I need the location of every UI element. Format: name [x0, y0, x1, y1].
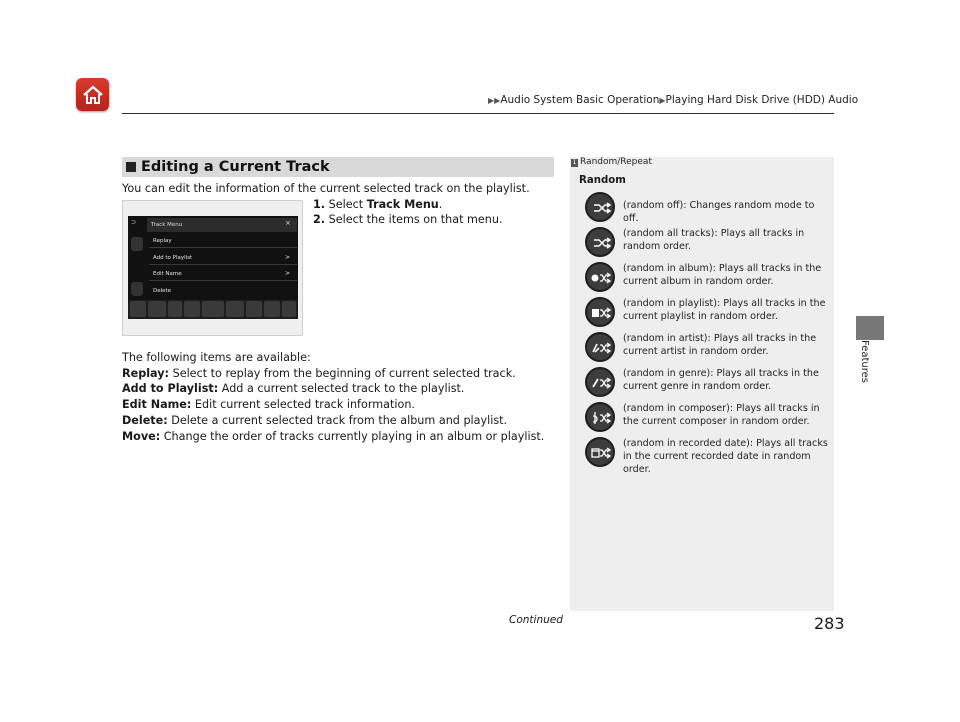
page-number: 283	[814, 614, 845, 633]
step-1-num: 1.	[313, 198, 326, 211]
step-2-text: Select the items on that menu.	[328, 213, 503, 226]
intro-text: You can edit the information of the current selected track on the playlist.	[122, 182, 530, 195]
back-icon: ⊃	[131, 219, 137, 226]
sidebar-ref-heading	[571, 157, 652, 167]
scroll-down-icon	[131, 282, 143, 296]
item-replay	[122, 367, 516, 380]
available-intro: The following items are available:	[122, 351, 311, 364]
screen-row-label: Delete	[153, 288, 172, 294]
breadcrumb	[488, 94, 858, 106]
recirculate-icon	[226, 301, 244, 317]
home-icon	[82, 85, 104, 105]
random-off-desc: (random off): Changes random mode to off.	[623, 200, 815, 224]
random-in-album-icon	[585, 262, 615, 292]
screen-row-label: Replay	[153, 238, 172, 244]
item-desc: Edit current selected track information.	[191, 398, 415, 411]
random-in-playlist-icon	[585, 297, 615, 327]
breadcrumb-link-2[interactable]: Playing Hard Disk Drive (HDD) Audio	[665, 94, 859, 106]
step-2	[313, 213, 503, 226]
random-in-genre-icon	[585, 367, 615, 397]
step-1	[313, 198, 442, 211]
item-desc: Delete a current selected track from the album and playlist.	[167, 414, 508, 427]
sidebar-ref-title[interactable]: Random/Repeat	[580, 157, 652, 167]
screen-row-delete	[149, 284, 297, 298]
screen-row-label: Edit Name	[153, 271, 182, 277]
random-in-artist-desc: (random in artist): Plays all tracks in the current artist in random order.	[623, 333, 817, 357]
fan-icon	[168, 301, 182, 317]
item-delete	[122, 414, 507, 427]
bar-button-icon	[246, 301, 262, 317]
bar-button-icon	[282, 301, 296, 317]
step-1-post: .	[438, 198, 443, 211]
step-1-pre: Select	[328, 198, 367, 211]
item-term: Delete:	[122, 414, 168, 427]
item-move	[122, 430, 544, 443]
item-desc: Select to replay from the beginning of current selected track.	[169, 367, 516, 380]
step-2-num: 2.	[313, 213, 326, 226]
close-icon: ×	[285, 219, 291, 227]
item-desc: Add a current selected track to the playlist.	[218, 382, 465, 395]
section-title: Editing a Current Track	[141, 159, 330, 175]
bar-button-icon	[184, 301, 200, 317]
random-in-composer-icon	[585, 402, 615, 432]
random-in-recorded-date-desc: (random in recorded date): Plays all tracks in the current recorded date in random order.	[623, 438, 828, 475]
breadcrumb-arrow-icon: ▶	[659, 96, 666, 105]
random-all-tracks-desc: (random all tracks): Plays all tracks in random order.	[623, 228, 805, 252]
breadcrumb-arrow-icon: ▶▶	[488, 96, 501, 105]
screen-title: Track Menu	[147, 218, 297, 232]
header-divider	[122, 113, 834, 114]
screen-row-replay	[149, 234, 297, 248]
screen-row-label: Add to Playlist	[153, 255, 193, 261]
bar-button-icon	[130, 301, 146, 317]
screen-row-edit-name	[149, 267, 297, 281]
chevron-right-icon: >	[284, 254, 290, 261]
item-add-to-playlist	[122, 382, 464, 395]
breadcrumb-link-1[interactable]: Audio System Basic Operation	[500, 94, 660, 106]
item-edit-name	[122, 398, 415, 411]
random-in-genre-desc: (random in genre): Plays all tracks in the current genre in random order.	[623, 368, 819, 392]
step-1-bold: Track Menu	[366, 198, 439, 211]
sidebar-subtitle: Random	[579, 175, 626, 186]
section-header	[122, 157, 554, 177]
section-square-icon	[126, 162, 136, 172]
item-term: Move:	[122, 430, 161, 443]
random-in-recorded-date-icon	[585, 437, 615, 467]
item-term: Replay:	[122, 367, 170, 380]
screen-row-add-to-playlist	[149, 251, 297, 265]
random-off-icon	[585, 192, 615, 222]
random-in-artist-icon	[585, 332, 615, 362]
item-desc: Change the order of tracks currently playing in an album or playlist.	[160, 430, 545, 443]
ref-number-badge: 1	[572, 159, 577, 166]
seat-heater-icon	[148, 301, 166, 317]
random-in-playlist-desc: (random in playlist): Plays all tracks in the current playlist in random order.	[623, 298, 826, 322]
random-in-composer-desc: (random in composer): Plays all tracks in the current composer in random order.	[623, 403, 820, 427]
chevron-right-icon: >	[284, 270, 290, 277]
item-term: Edit Name:	[122, 398, 192, 411]
continued-label: Continued	[509, 614, 563, 626]
side-tab-label[interactable]	[852, 336, 888, 392]
seat-heater-icon	[264, 301, 280, 317]
side-tab-text: Features	[859, 340, 870, 383]
bar-button-icon	[202, 301, 224, 317]
home-button[interactable]	[76, 78, 109, 111]
scroll-up-icon	[131, 237, 143, 251]
random-all-tracks-icon	[585, 227, 615, 257]
item-term: Add to Playlist:	[122, 382, 219, 395]
random-in-album-desc: (random in album): Plays all tracks in the current album in random order.	[623, 263, 822, 287]
